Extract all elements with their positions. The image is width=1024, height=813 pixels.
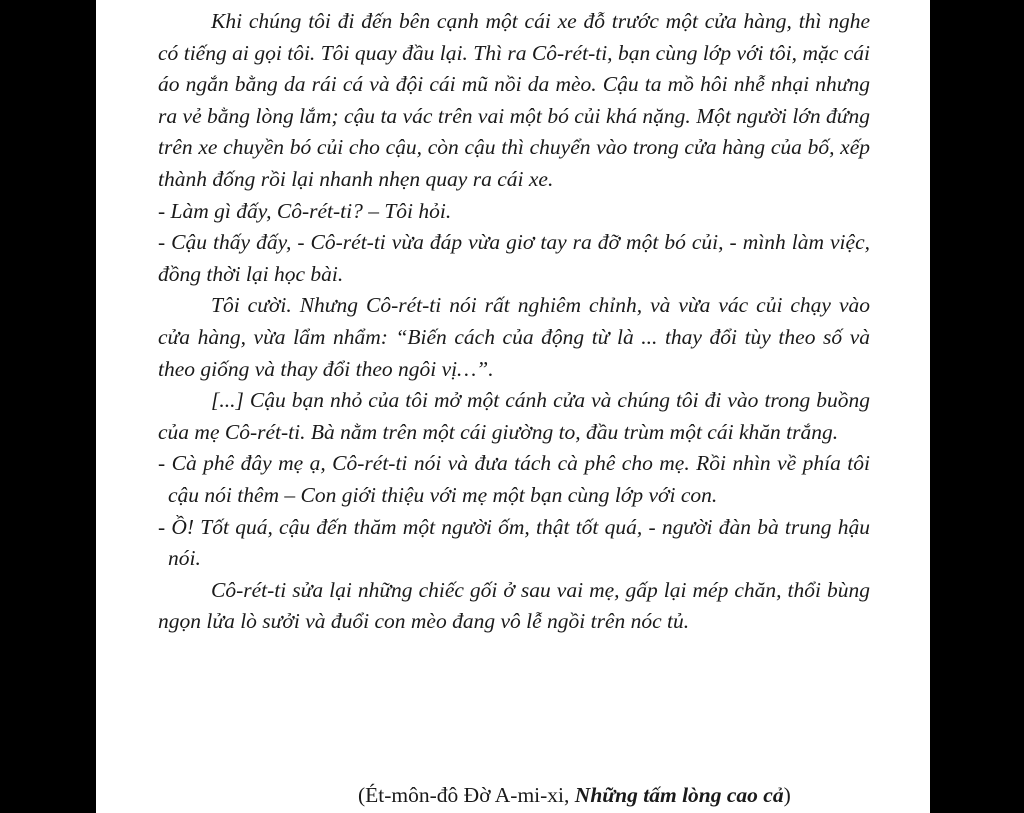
source-author: (Ét-môn-đô Đờ A-mi-xi, (358, 783, 575, 807)
paragraph-4: Cô-rét-ti sửa lại những chiếc gối ở sau vai mẹ, gấp lại mép chăn, thổi bùng ngọn lửa lò sưởi và đuổi con mèo đang vô lễ ngồi trên nóc tủ. (158, 577, 870, 634)
story-passage (158, 6, 870, 638)
source-close: ) (783, 783, 791, 807)
dialogue-line-1: - Làm gì đấy, Cô-rét-ti? – Tôi hỏi. (158, 198, 452, 223)
source-citation (358, 781, 791, 809)
paragraph-3: [...] Cậu bạn nhỏ của tôi mở một cánh cửa và chúng tôi đi vào trong buồng của mẹ Cô-rét-ti. Bà nằm trên một cái giường to, đầu trùm một cái khăn trắng. (158, 388, 870, 444)
document-page (96, 0, 930, 813)
source-book-title: Những tấm lòng cao cả (574, 783, 784, 807)
paragraph-2: Tôi cười. Nhưng Cô-rét-ti nói rất nghiêm chỉnh, và vừa vác củi chạy vào cửa hàng, vừa lẩm nhẩm: “Biến cách của động từ là ... thay đổi tùy theo số và theo giống và thay đổi theo ngôi vị…”. (158, 293, 870, 381)
dialogue-line-2: - Cậu thấy đấy, - Cô-rét-ti vừa đáp vừa giơ tay ra đỡ một bó củi, - mình làm việc, đồng thời lại học bài. (158, 230, 870, 286)
paragraph-1: Khi chúng tôi đi đến bên cạnh một cái xe đỗ trước một cửa hàng, thì nghe có tiếng ai gọi tôi. Tôi quay đầu lại. Thì ra Cô-rét-ti, bạn cùng lớp với tôi, mặc cái áo ngắn bằng da rái cá và đội cái mũ nồi da mèo. Cậu ta mồ hôi nhễ nhại nhưng ra vẻ bằng lòng lắm; cậu ta vác trên vai một bó củi khá nặng. Một người lớn đứng trên xe chuyền bó củi cho cậu, còn cậu thì chuyển vào trong cửa hàng của bố, xếp thành đống rồi lại nhanh nhẹn quay ra cái xe. (158, 9, 870, 191)
dialogue-line-3: - Cà phê đây mẹ ạ, Cô-rét-ti nói và đưa tách cà phê cho mẹ. Rồi nhìn về phía tôi cậu nói thêm – Con giới thiệu với mẹ một bạn cùng lớp với con. (158, 451, 870, 507)
dialogue-line-4: - Ồ! Tốt quá, cậu đến thăm một người ốm, thật tốt quá, - người đàn bà trung hậu nói. (158, 514, 870, 571)
